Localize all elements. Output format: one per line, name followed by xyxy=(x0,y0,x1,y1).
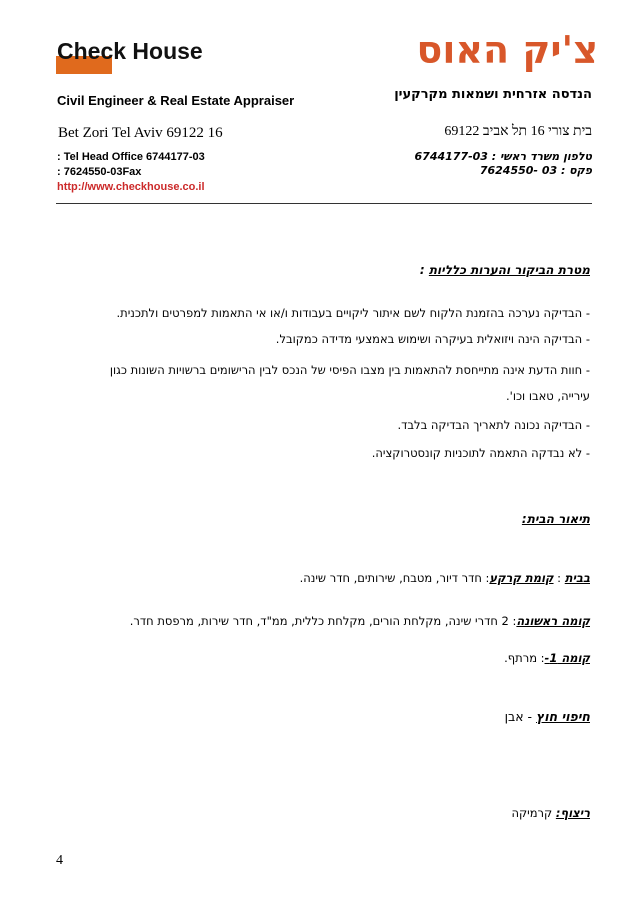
flooring-text: קרמיקה xyxy=(511,806,556,820)
note-item: - הבדיקה נכונה לתאריך הבדיקה בלבד. xyxy=(397,418,590,432)
note-item: - לא נבדקה התאמה לתוכניות קונסטרוקציה. xyxy=(371,446,590,460)
fax-hebrew: פקס : 03 -7624550 xyxy=(479,164,592,177)
floor-ground-line xyxy=(300,571,590,585)
website-link[interactable]: http://www.checkhouse.co.il xyxy=(57,181,205,193)
basement-floor-text: : מרתף. xyxy=(504,651,545,665)
note-item: - הבדיקה הינה ויזואלית בעיקרה ושימוש באמצעי מדידה כמקובל. xyxy=(275,332,590,346)
fax-english: : 7624550-03Fax xyxy=(57,166,142,178)
phone-english: : Tel Head Office 6744177-03 xyxy=(57,151,205,163)
floor-basement-line xyxy=(504,651,590,665)
building-separator: : xyxy=(553,571,565,585)
phone-hebrew: טלפון משרד ראשי : 6744177-03 xyxy=(414,150,592,163)
company-subtitle-english: Civil Engineer & Real Estate Appraiser xyxy=(57,93,295,108)
company-subtitle-hebrew: הנדסה אזרחית ושמאות מקרקעין xyxy=(394,87,592,102)
house-description-heading xyxy=(522,512,590,526)
address-english: Bet Zori Tel Aviv 69122 16 xyxy=(58,125,223,141)
purpose-heading-text: מטרת הביקור והערות כלליות xyxy=(428,263,590,277)
first-floor-label: קומה ראשונה xyxy=(516,614,590,628)
building-label: בבית xyxy=(564,571,590,585)
flooring-label: ריצוף: xyxy=(555,806,590,820)
page-number: 4 xyxy=(56,853,63,868)
exterior-cladding-text: - אבן xyxy=(504,709,537,724)
basement-floor-label: קומה 1- xyxy=(544,651,590,665)
ground-floor-text: : חדר דיור, מטבח, שירותים, חדר שינה. xyxy=(299,571,490,585)
exterior-cladding-line xyxy=(505,709,590,724)
company-name-english: Check House xyxy=(57,38,203,64)
house-description-heading-text: תיאור הבית: xyxy=(521,512,590,526)
note-item: - הבדיקה נערכה בהזמנת הלקוח לשם איתור ליקויים בעבודות ו/או אי התאמות למפרטים ולתכנית. xyxy=(116,306,590,320)
exterior-cladding-label: חיפוי חוץ xyxy=(536,709,590,724)
flooring-line xyxy=(512,806,591,820)
note-item-continuation: עירייה, טאבו וכו'. xyxy=(506,389,590,403)
ground-floor-label: קומת קרקע xyxy=(489,571,554,585)
floor-first-line xyxy=(130,614,590,628)
purpose-heading xyxy=(420,263,590,277)
first-floor-text: : 2 חדרי שינה, מקלחת הורים, מקלחת כללית, ממ"ד, חדר שירות, מרפסת חדר. xyxy=(129,614,517,628)
header-divider xyxy=(56,203,592,204)
note-item: - חוות הדעת אינה מתייחסת להתאמות בין מצבו הפיסי של הנכס לבין הרישומים ברשויות השונות כגון xyxy=(109,363,590,377)
address-hebrew: בית צורי 16 תל אביב 69122 xyxy=(444,124,592,139)
purpose-heading-colon: : xyxy=(419,263,429,277)
company-name-hebrew: צ'יק האוס xyxy=(416,28,598,72)
